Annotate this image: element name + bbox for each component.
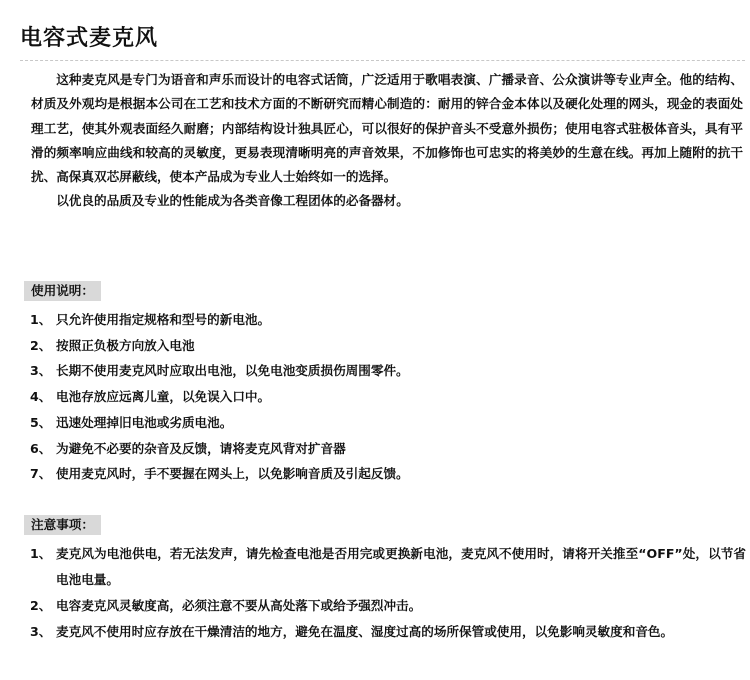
item-text: 长期不使用麦克风时应取出电池，以免电池变质损伤周围零件。	[56, 363, 409, 379]
item-text: 电池存放应远离儿童，以免误入口中。	[56, 389, 271, 405]
list-item	[30, 619, 746, 645]
notes-heading: 注意事项：	[24, 515, 101, 535]
list-item	[30, 436, 746, 462]
usage-list	[30, 307, 746, 487]
item-number: 1、	[30, 312, 52, 327]
list-item	[30, 541, 746, 593]
list-item	[30, 461, 746, 487]
intro-paragraph: 这种麦克风是专门为语音和声乐而设计的电容式话筒，广泛适用于歌唱表演、广播录音、公众演讲等专业声全。他的结构、材质及外观均是根据本公司在工艺和技术方面的不断研究而精心制造的：耐用的锌合金本体以及硬化处理的网头，现金的表面处理工艺，使其外观表面经久耐磨；内部结构设计独具匠心，可以很好的保护音头不受意外损伤；使用电容式驻极体音头，具有平滑的频率响应曲线和较高的灵敏度，更易表现清晰明亮的声音效果，不加修饰也可忠实的将美妙的生意在线。再加上随附的抗干扰、高保真双芯屏蔽线，使本产品成为专业人士始终如一的选择。	[31, 72, 743, 185]
item-text: 为避免不必要的杂音及反馈，请将麦克风背对扩音器	[56, 440, 346, 456]
list-item	[30, 307, 746, 333]
item-number: 7、	[30, 466, 52, 482]
item-text: 麦克风不使用时应存放在干燥清洁的地方，避免在温度、湿度过高的场所保管或使用，以免影响灵敏度和音色。	[56, 624, 674, 639]
notes-list	[30, 541, 746, 645]
item-text: 迅速处理掉旧电池或劣质电池。	[56, 414, 233, 430]
list-item	[30, 358, 746, 384]
item-number: 3、	[30, 624, 52, 639]
item-text: 电容麦克风灵敏度高，必须注意不要从高处落下或给予强烈冲击。	[56, 598, 422, 613]
title-divider	[20, 60, 745, 61]
page-title: 电容式麦克风	[20, 26, 159, 51]
list-item	[30, 384, 746, 410]
item-number: 2、	[30, 598, 52, 613]
item-number: 2、	[30, 337, 52, 353]
intro-section	[31, 68, 743, 214]
item-text: 麦克风为电池供电，若无法发声，请先检查电池是否用完或更换新电池，麦克风不使用时，请将开关推至“OFF”处，以节省电池电量。	[56, 546, 746, 587]
usage-heading: 使用说明：	[24, 281, 101, 301]
item-number: 6、	[30, 440, 52, 456]
item-number: 5、	[30, 414, 52, 430]
list-item	[30, 593, 746, 619]
item-number: 3、	[30, 363, 52, 379]
item-number: 4、	[30, 389, 52, 405]
item-text: 使用麦克风时，手不要握在网头上，以免影响音质及引起反馈。	[56, 466, 409, 482]
item-number: 1、	[30, 546, 52, 561]
item-text: 按照正负极方向放入电池	[56, 337, 195, 353]
list-item	[30, 410, 746, 436]
intro-paragraph: 以优良的品质及专业的性能成为各类音像工程团体的必备器材。	[56, 193, 409, 209]
item-text: 只允许使用指定规格和型号的新电池。	[56, 312, 271, 327]
list-item	[30, 333, 746, 359]
